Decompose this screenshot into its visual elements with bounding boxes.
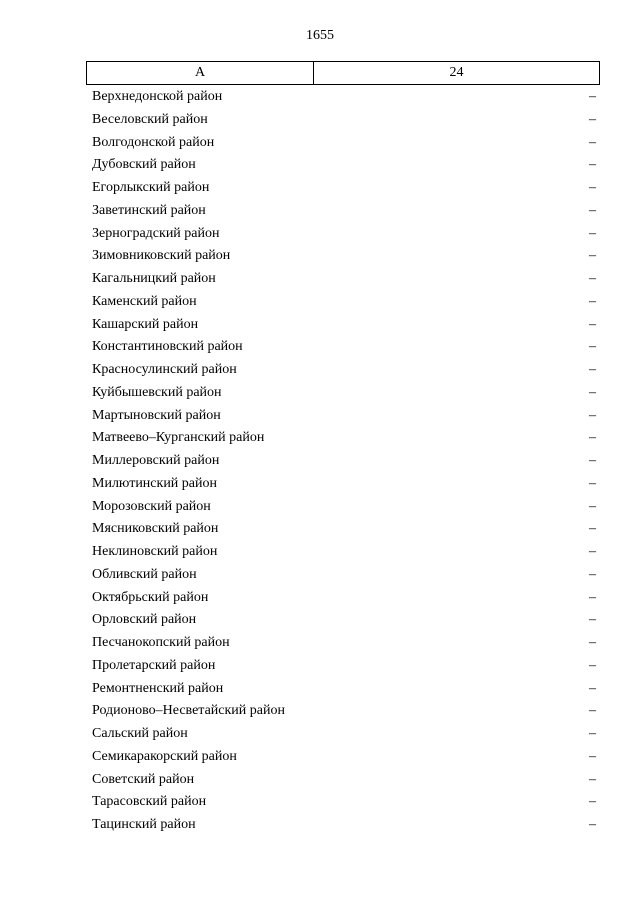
district-name: Дубовский район <box>92 157 196 173</box>
district-name: Мясниковский район <box>92 521 219 537</box>
table-row <box>92 314 596 337</box>
table-row <box>92 609 596 632</box>
district-name: Песчанокопский район <box>92 635 230 650</box>
district-value: – <box>589 202 596 218</box>
district-value: – <box>589 157 596 173</box>
district-value: – <box>589 703 596 719</box>
table-row <box>92 154 596 177</box>
district-value: – <box>589 726 596 741</box>
district-name: Обливский район <box>92 566 197 582</box>
district-value: – <box>589 612 596 628</box>
table-row <box>92 200 596 223</box>
district-name: Кагальницкий район <box>92 271 216 286</box>
district-name: Родионово–Несветайский район <box>92 703 285 719</box>
district-value: – <box>589 453 596 468</box>
district-value: – <box>589 225 596 241</box>
table-row <box>92 587 596 610</box>
header-row <box>87 62 600 85</box>
district-value: – <box>589 589 596 605</box>
table-row <box>92 723 596 746</box>
district-value: – <box>589 430 596 446</box>
district-value: – <box>589 134 596 150</box>
district-name: Мартыновский район <box>92 407 221 423</box>
table-row <box>92 427 596 450</box>
table-row <box>92 632 596 655</box>
header-col-b: 24 <box>314 62 600 85</box>
district-value: – <box>589 316 596 332</box>
table-row <box>92 86 596 109</box>
district-name: Матвеево–Курганский район <box>92 430 265 446</box>
district-value: – <box>589 817 596 832</box>
table-row <box>92 291 596 314</box>
table-row <box>92 132 596 155</box>
table-row <box>92 109 596 132</box>
district-name: Пролетарский район <box>92 657 216 673</box>
district-list <box>92 86 596 837</box>
district-value: – <box>589 544 596 559</box>
column-header-table <box>86 61 600 85</box>
table-row <box>92 450 596 473</box>
district-name: Каменский район <box>92 293 197 309</box>
district-value: – <box>589 657 596 673</box>
table-row <box>92 359 596 382</box>
header-col-a: А <box>87 62 314 85</box>
district-name: Семикаракорский район <box>92 748 237 764</box>
district-name: Красносулинский район <box>92 362 237 377</box>
district-name: Ремонтненский район <box>92 680 224 696</box>
district-name: Константиновский район <box>92 339 243 355</box>
district-name: Неклиновский район <box>92 544 218 559</box>
district-value: – <box>589 271 596 286</box>
district-name: Заветинский район <box>92 202 206 218</box>
district-value: – <box>589 521 596 537</box>
district-value: – <box>589 248 596 264</box>
table-row <box>92 177 596 200</box>
district-value: – <box>589 748 596 764</box>
district-value: – <box>589 635 596 650</box>
table-row <box>92 541 596 564</box>
district-value: – <box>589 384 596 400</box>
district-value: – <box>589 293 596 309</box>
table-row <box>92 223 596 246</box>
district-name: Октябрьский район <box>92 589 209 605</box>
page-number: 1655 <box>306 28 334 43</box>
district-value: – <box>589 407 596 423</box>
district-name: Морозовский район <box>92 498 211 514</box>
district-name: Веселовский район <box>92 111 208 127</box>
district-value: – <box>589 475 596 491</box>
district-name: Волгодонской район <box>92 134 215 150</box>
table-row <box>92 700 596 723</box>
district-name: Миллеровский район <box>92 453 220 468</box>
table-row <box>92 473 596 496</box>
table-row <box>92 769 596 792</box>
table-row <box>92 746 596 769</box>
district-name: Зимовниковский район <box>92 248 231 264</box>
district-name: Зерноградский район <box>92 225 220 241</box>
district-name: Орловский район <box>92 612 197 628</box>
district-name: Советский район <box>92 771 195 787</box>
table-row <box>92 268 596 291</box>
district-value: – <box>589 111 596 127</box>
table-row <box>92 405 596 428</box>
table-row <box>92 518 596 541</box>
district-value: – <box>589 794 596 810</box>
district-value: – <box>589 680 596 696</box>
district-name: Верхнедонской район <box>92 89 223 104</box>
district-name: Куйбышевский район <box>92 384 222 400</box>
table-row <box>92 496 596 519</box>
table-row <box>92 791 596 814</box>
district-name: Милютинский район <box>92 475 218 491</box>
district-value: – <box>589 180 596 195</box>
district-value: – <box>589 339 596 355</box>
table-row <box>92 245 596 268</box>
district-name: Кашарский район <box>92 316 199 332</box>
district-value: – <box>589 771 596 787</box>
district-value: – <box>589 566 596 582</box>
district-value: – <box>589 498 596 514</box>
table-row <box>92 678 596 701</box>
table-row <box>92 564 596 587</box>
district-name: Тацинский район <box>92 817 196 832</box>
district-value: – <box>589 89 596 104</box>
district-name: Сальский район <box>92 726 188 741</box>
district-value: – <box>589 362 596 377</box>
table-row <box>92 336 596 359</box>
table-row <box>92 382 596 405</box>
table-row <box>92 655 596 678</box>
district-name: Тарасовский район <box>92 794 207 810</box>
district-name: Егорлыкский район <box>92 180 210 195</box>
table-row <box>92 814 596 837</box>
